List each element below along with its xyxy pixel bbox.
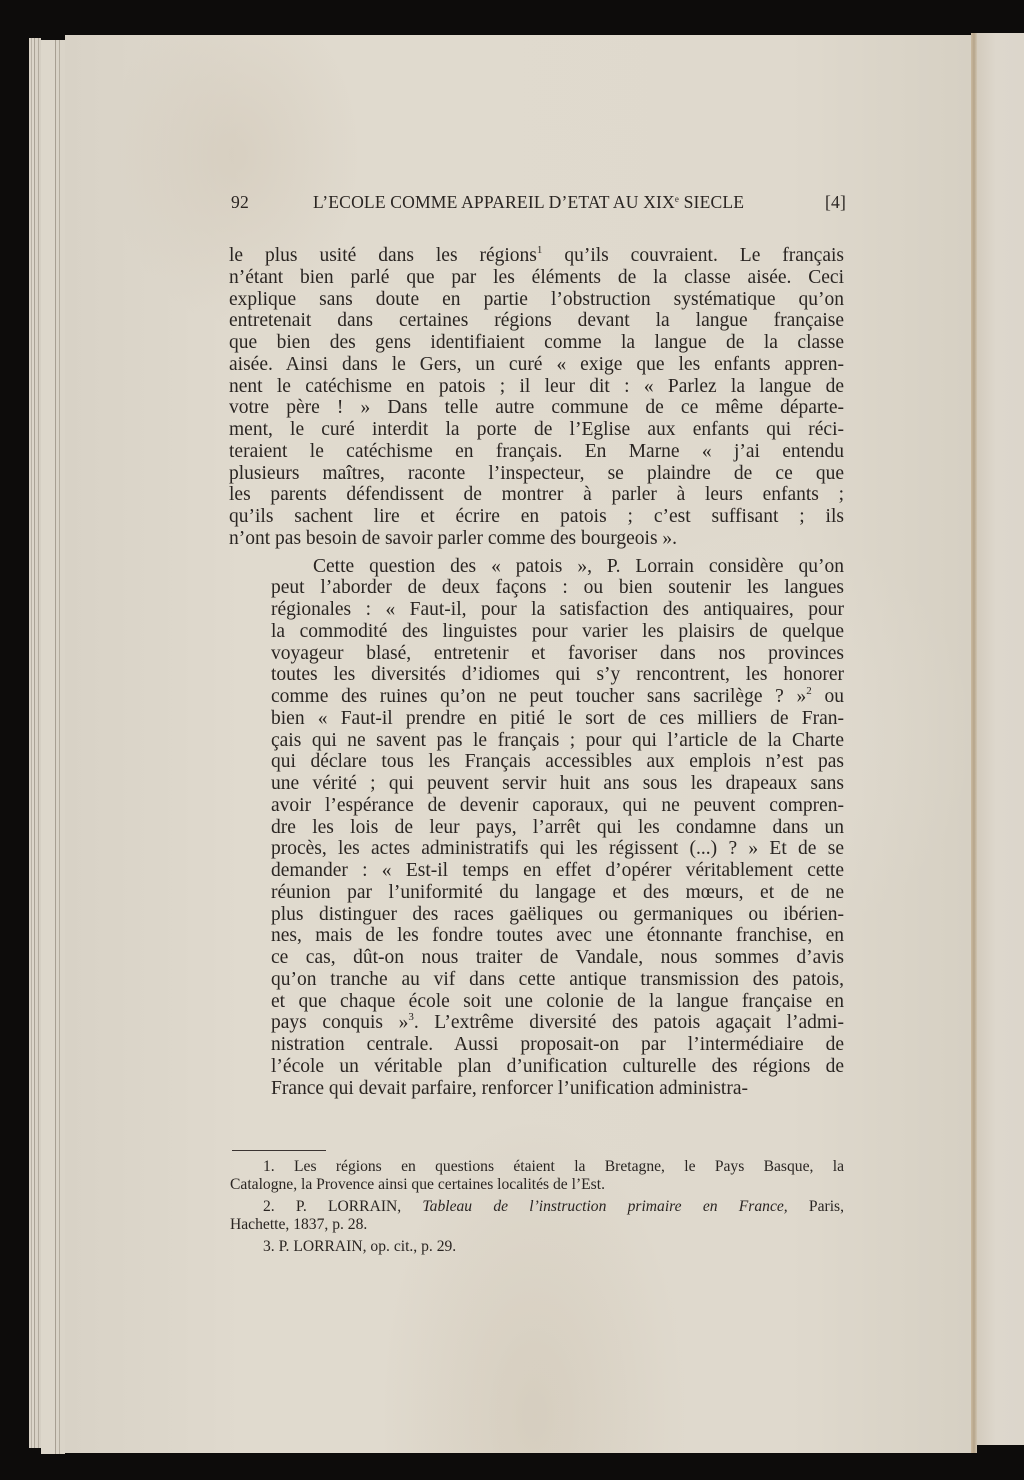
line-text: qu’ils sachent lire et écrire en patois ; c’est suffisant ; ils xyxy=(229,506,844,527)
line-text: votre père ! » Dans telle autre commune de ce même départe- xyxy=(229,397,844,419)
text-line xyxy=(229,484,844,506)
line-text: une vérité ; qui peuvent servir huit ans sous les drapeaux sans xyxy=(271,773,844,794)
line-text: les parents défendissent de montrer à parler à leurs enfants ; xyxy=(229,484,844,506)
line-text: France qui devait parfaire, renforcer l’unification administra- xyxy=(271,1077,748,1099)
text-line xyxy=(229,463,844,485)
text-line xyxy=(229,506,844,528)
line-text: la commodité des linguistes pour varier les plaisirs de quelque xyxy=(271,620,844,642)
footnote-line: 1. Les régions en questions étaient la Bretagne, le Pays Basque, la xyxy=(263,1158,844,1175)
footnote-line: Hachette, 1837, p. 28. xyxy=(230,1215,368,1233)
text-line xyxy=(229,991,844,1013)
text-line xyxy=(229,686,844,708)
footnote-text: Paris, xyxy=(787,1198,845,1215)
line-text: dre les lois de leur pays, l’arrêt qui les condamne dans un xyxy=(271,816,844,838)
line-text: ment, le curé interdit la porte de l’Eglise aux enfants qui réci- xyxy=(229,419,844,440)
line-text: ce cas, dût-on nous traiter de Vandale, nous sommes d’avis xyxy=(271,947,844,968)
line-text: explique sans doute en partie l’obstruction systématique qu’on xyxy=(229,288,844,310)
line-text: régionales : « Faut-il, pour la satisfaction des antiquaires, pour xyxy=(271,599,844,620)
text-line xyxy=(229,795,844,817)
text-line xyxy=(229,1056,844,1078)
page-stack-edges-inner xyxy=(41,40,65,1454)
text-line xyxy=(229,419,844,441)
line-text: voyageur blasé, entretenir et favoriser dans nos provinces xyxy=(271,642,844,664)
running-head xyxy=(231,192,846,218)
footnote-reference[interactable]: 2 xyxy=(806,685,812,697)
line-text: que bien des gens identifiaient comme la langue de la classe xyxy=(229,332,844,353)
body-text xyxy=(229,245,844,1099)
paragraph-2 xyxy=(229,556,844,1100)
line-text: qui déclare tous les Français accessibles aux emplois n’est pas xyxy=(271,751,844,773)
footnote-2 xyxy=(230,1198,844,1233)
text-line xyxy=(229,310,844,332)
text-line xyxy=(229,354,844,376)
chapter-marker: [4] xyxy=(825,192,846,212)
text-line xyxy=(229,245,844,267)
text-line xyxy=(229,289,844,311)
text-line xyxy=(229,969,844,991)
footnote-3 xyxy=(230,1238,844,1256)
footnote-reference[interactable]: 3 xyxy=(408,1011,414,1024)
facing-page-edge xyxy=(977,33,1024,1445)
line-text: et que chaque école soit une colonie de la langue française en xyxy=(271,990,844,1012)
line-text: entretenait dans certaines régions devant la langue française xyxy=(229,310,844,332)
text-line xyxy=(229,599,844,621)
footnote-line: 3. P. LORRAIN, op. cit., p. 29. xyxy=(263,1238,457,1255)
line-text: bien « Faut-il prendre en pitié le sort de ces milliers de Fran- xyxy=(271,707,844,729)
running-title-superscript: e xyxy=(674,194,680,204)
line-text: . L’extrême diversité des patois agaçait l’admi- xyxy=(413,1012,844,1034)
page-number: 92 xyxy=(231,192,249,212)
line-text: plusieurs maîtres, raconte l’inspecteur, se plaindre de ce que xyxy=(229,462,844,484)
line-text: l’école un véritable plan d’unification culturelle des régions de xyxy=(271,1055,844,1077)
line-text: le plus usité dans les régions xyxy=(229,245,537,266)
text-line xyxy=(229,556,844,578)
text-line xyxy=(229,904,844,926)
footnote-rule xyxy=(232,1150,326,1151)
footnote-line: Catalogne, la Provence ainsi que certaines localités de l’Est. xyxy=(230,1175,605,1193)
line-text: n’ont pas besoin de savoir parler comme des bourgeois ». xyxy=(229,527,678,549)
line-text: teraient le catéchisme en français. En Marne « j’ai entendu xyxy=(229,440,844,462)
text-line xyxy=(229,1078,844,1100)
line-text: comme des ruines qu’on ne peut toucher sans sacrilège ? » xyxy=(271,686,807,707)
text-line xyxy=(229,773,844,795)
text-line xyxy=(229,882,844,904)
line-text: pays conquis » xyxy=(271,1012,409,1034)
text-line xyxy=(229,860,844,882)
line-text: qu’on tranche au vif dans cette antique transmission des patois, xyxy=(271,968,844,990)
line-text: peut l’aborder de deux façons : ou bien soutenir les langues xyxy=(271,577,844,599)
running-title xyxy=(313,192,744,213)
line-text: procès, les actes administratifs qui les régissent (...) ? » Et de se xyxy=(271,838,844,860)
text-line xyxy=(229,1012,844,1034)
footnotes xyxy=(230,1158,844,1261)
text-line xyxy=(229,528,844,550)
text-line xyxy=(229,664,844,686)
line-text: nistration centrale. Aussi proposait-on par l’intermédiaire de xyxy=(271,1034,844,1055)
line-text: Cette question des « patois », P. Lorrain considère qu’on xyxy=(313,555,844,577)
line-text: nent le catéchisme en patois ; il leur dit : « Parlez la langue de xyxy=(229,375,844,397)
line-text: n’étant bien parlé que par les éléments de la classe aisée. Ceci xyxy=(229,266,844,288)
text-line xyxy=(229,1034,844,1056)
line-text: réunion par l’uniformité du langage et des mœurs, et de ne xyxy=(271,881,844,903)
line-text: avoir l’espérance de devenir caporaux, qui ne peuvent compren- xyxy=(271,794,844,816)
text-line xyxy=(229,267,844,289)
line-text: nes, mais de les fondre toutes avec une étonnante franchise, en xyxy=(271,925,844,947)
running-title-text-end: SIECLE xyxy=(679,192,745,212)
text-line xyxy=(229,643,844,665)
line-text: aisée. Ainsi dans le Gers, un curé « exige que les enfants appren- xyxy=(229,353,844,375)
text-line xyxy=(229,947,844,969)
footnote-text: 2. P. LORRAIN, xyxy=(263,1198,423,1215)
line-text: plus distinguer des races gaëliques ou germaniques ou ibérien- xyxy=(271,903,844,925)
text-line xyxy=(229,838,844,860)
text-line xyxy=(229,441,844,463)
line-text: demander : « Est-il temps en effet d’opérer véritablement cette xyxy=(271,860,844,881)
line-text: qu’ils couvraient. Le français xyxy=(542,245,844,266)
running-title-text: L’ECOLE COMME APPAREIL D’ETAT AU XIX xyxy=(313,192,675,212)
text-line xyxy=(229,332,844,354)
line-text: çais qui ne savent pas le français ; pour qui l’article de la Charte xyxy=(271,729,844,751)
text-line xyxy=(229,925,844,947)
text-line xyxy=(229,376,844,398)
paragraph-1 xyxy=(229,245,844,550)
text-line xyxy=(229,730,844,752)
text-line xyxy=(229,817,844,839)
text-line xyxy=(229,621,844,643)
footnote-reference[interactable]: 1 xyxy=(536,244,543,256)
text-line xyxy=(229,751,844,773)
text-line xyxy=(229,577,844,599)
line-text: toutes les diversités d’idiomes qui s’y rencontrent, les honorer xyxy=(271,664,844,686)
text-line xyxy=(229,708,844,730)
footnote-1 xyxy=(230,1158,844,1193)
footnote-line xyxy=(230,1198,844,1216)
text-line xyxy=(229,397,844,419)
cited-title: Tableau de l’instruction primaire en France, xyxy=(422,1198,788,1215)
page-stack-edges xyxy=(29,38,41,1448)
line-text: ou xyxy=(811,686,844,707)
